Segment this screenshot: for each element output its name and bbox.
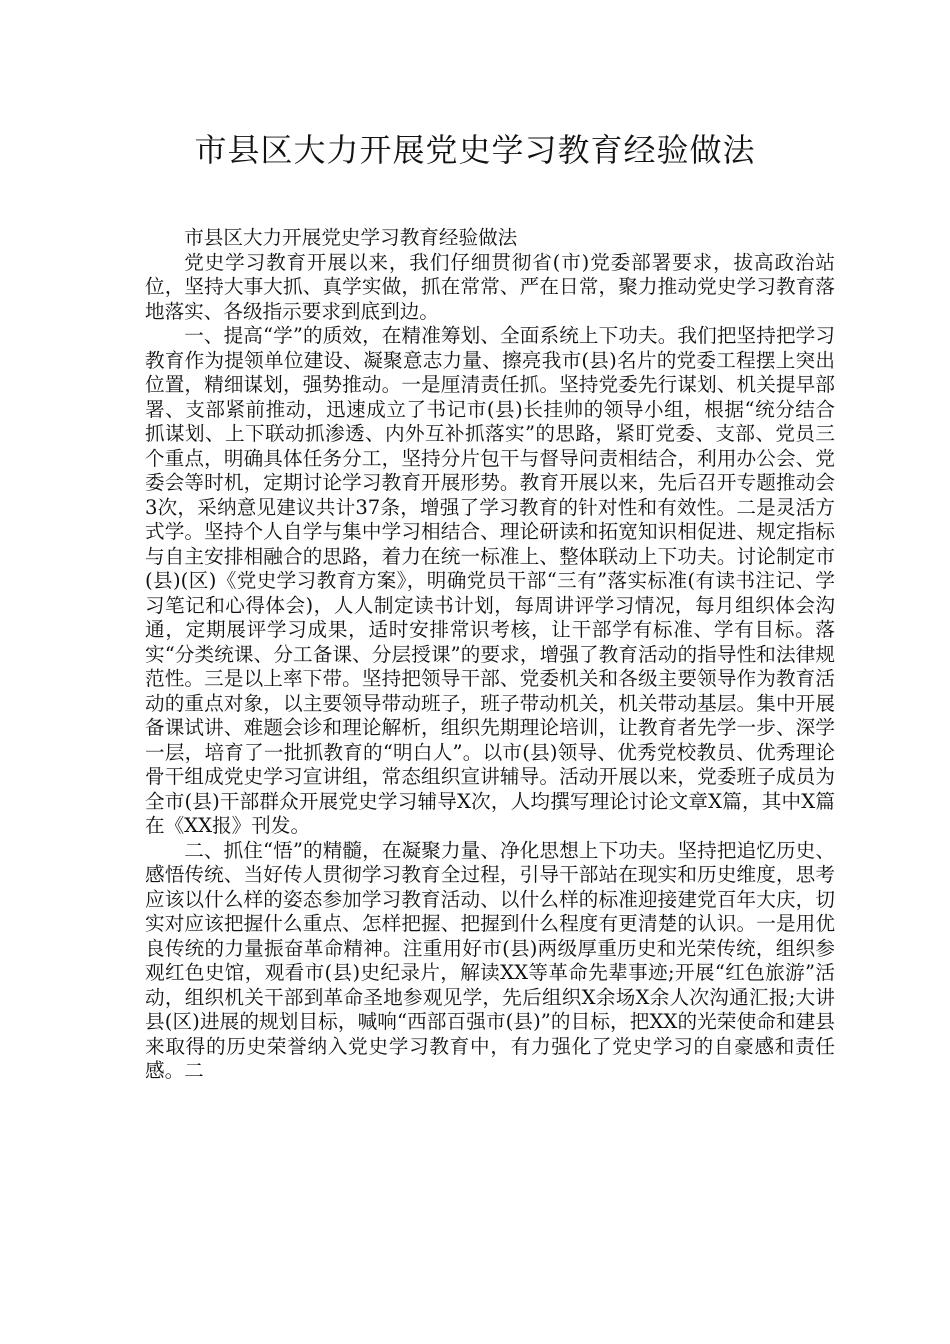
body-paragraph-subtitle: 市县区大力开展党史学习教育经验做法 xyxy=(184,226,518,249)
body-paragraph-intro: 党史学习教育开展以来，我们仔细贯彻省(市)党委部署要求，拔高政治站位，坚持大事大抓、真学实做，抓在常常、严在日常，聚力推动党史学习教育落地落实、各级指示要求到底到边。 xyxy=(145,250,835,323)
body-paragraph-section-1: 一、提高“学”的质效，在精准筹划、全面系统上下功夫。我们把坚持把学习教育作为提领单位建设、凝聚意志力量、擦亮我市(县)名片的党委工程摆上突出位置，精细谋划，强势推动。一是厘清责任抓。坚持党委先行谋划、机关提早部署、支部紧前推动，迅速成立了书记市(县)长挂帅的领导小组，根据“统分结合抓谋划、上下联动抓渗透、内外互补抓落实”的思路，紧盯党委、支部、党员三个重点，明确具体任务分工，坚持分片包干与督导问责相结合，利用办公会、党委会等时机，定期讨论学习教育开展形势。教育开展以来，先后召开专题推动会3次，采纳意见建议共计37条，增强了学习教育的针对性和有效性。二是灵活方式学。坚持个人自学与集中学习相结合、理论研读和拓宽知识相促进、规定指标与自主安排相融合的思路，着力在统一标准上、整体联动上下功夫。讨论制定市(县)(区)《党史学习教育方案》，明确党员干部“三有”落实标准(有读书注记、学习笔记和心得体会)，人人制定读书计划，每周讲评学习情况，每月组织体会沟通，定期展评学习成果，适时安排常识考核，让干部学有标准、学有目标。落实“分类统课、分工备课、分层授课”的要求，增强了教育活动的指导性和法律规范性。三是以上率下带。坚持把领导干部、党委机关和各级主要领导作为教育活动的重点对象，以主要领导带动班子，班子带动机关，机关带动基层。集中开展备课试讲、难题会诊和理论解析，组织先期理论培训，让教育者先学一步、深学一层，培育了一批抓教育的“明白人”。以市(县)领导、优秀党校教员、优秀理论骨干组成党史学习宣讲组，常态组织宣讲辅导。活动开展以来，党委班子成员为全市(县)干部群众开展党史学习辅导X次，人均撰写理论讨论文章X篇，其中X篇在《XX报》刊发。 xyxy=(145,324,835,837)
document-body xyxy=(145,226,835,1084)
body-paragraph-section-2: 二、抓住“悟”的精髓，在凝聚力量、净化思想上下功夫。坚持把追忆历史、感悟传统、当好传人贯彻学习教育全过程，引导干部站在现实和历史维度，思考应该以什么样的姿态参加学习教育活动、以什么样的标准迎接建党百年大庆，切实对应该把握什么重点、怎样把握、把握到什么程度有更清楚的认识。一是用优良传统的力量振奋革命精神。注重用好市(县)两级厚重历史和光荣传统，组织参观红色史馆，观看市(县)史纪录片，解读XX等革命先辈事迹;开展“红色旅游”活动，组织机关干部到革命圣地参观见学，先后组织X余场X余人次沟通汇报;大讲县(区)进展的规划目标，喊响“西部百强市(县)”的目标，把XX的光荣使命和建县来取得的历史荣誉纳入党史学习教育中，有力强化了党史学习的自豪感和责任感。二 xyxy=(145,838,835,1082)
document-title: 市县区大力开展党史学习教育经验做法 xyxy=(194,131,756,169)
